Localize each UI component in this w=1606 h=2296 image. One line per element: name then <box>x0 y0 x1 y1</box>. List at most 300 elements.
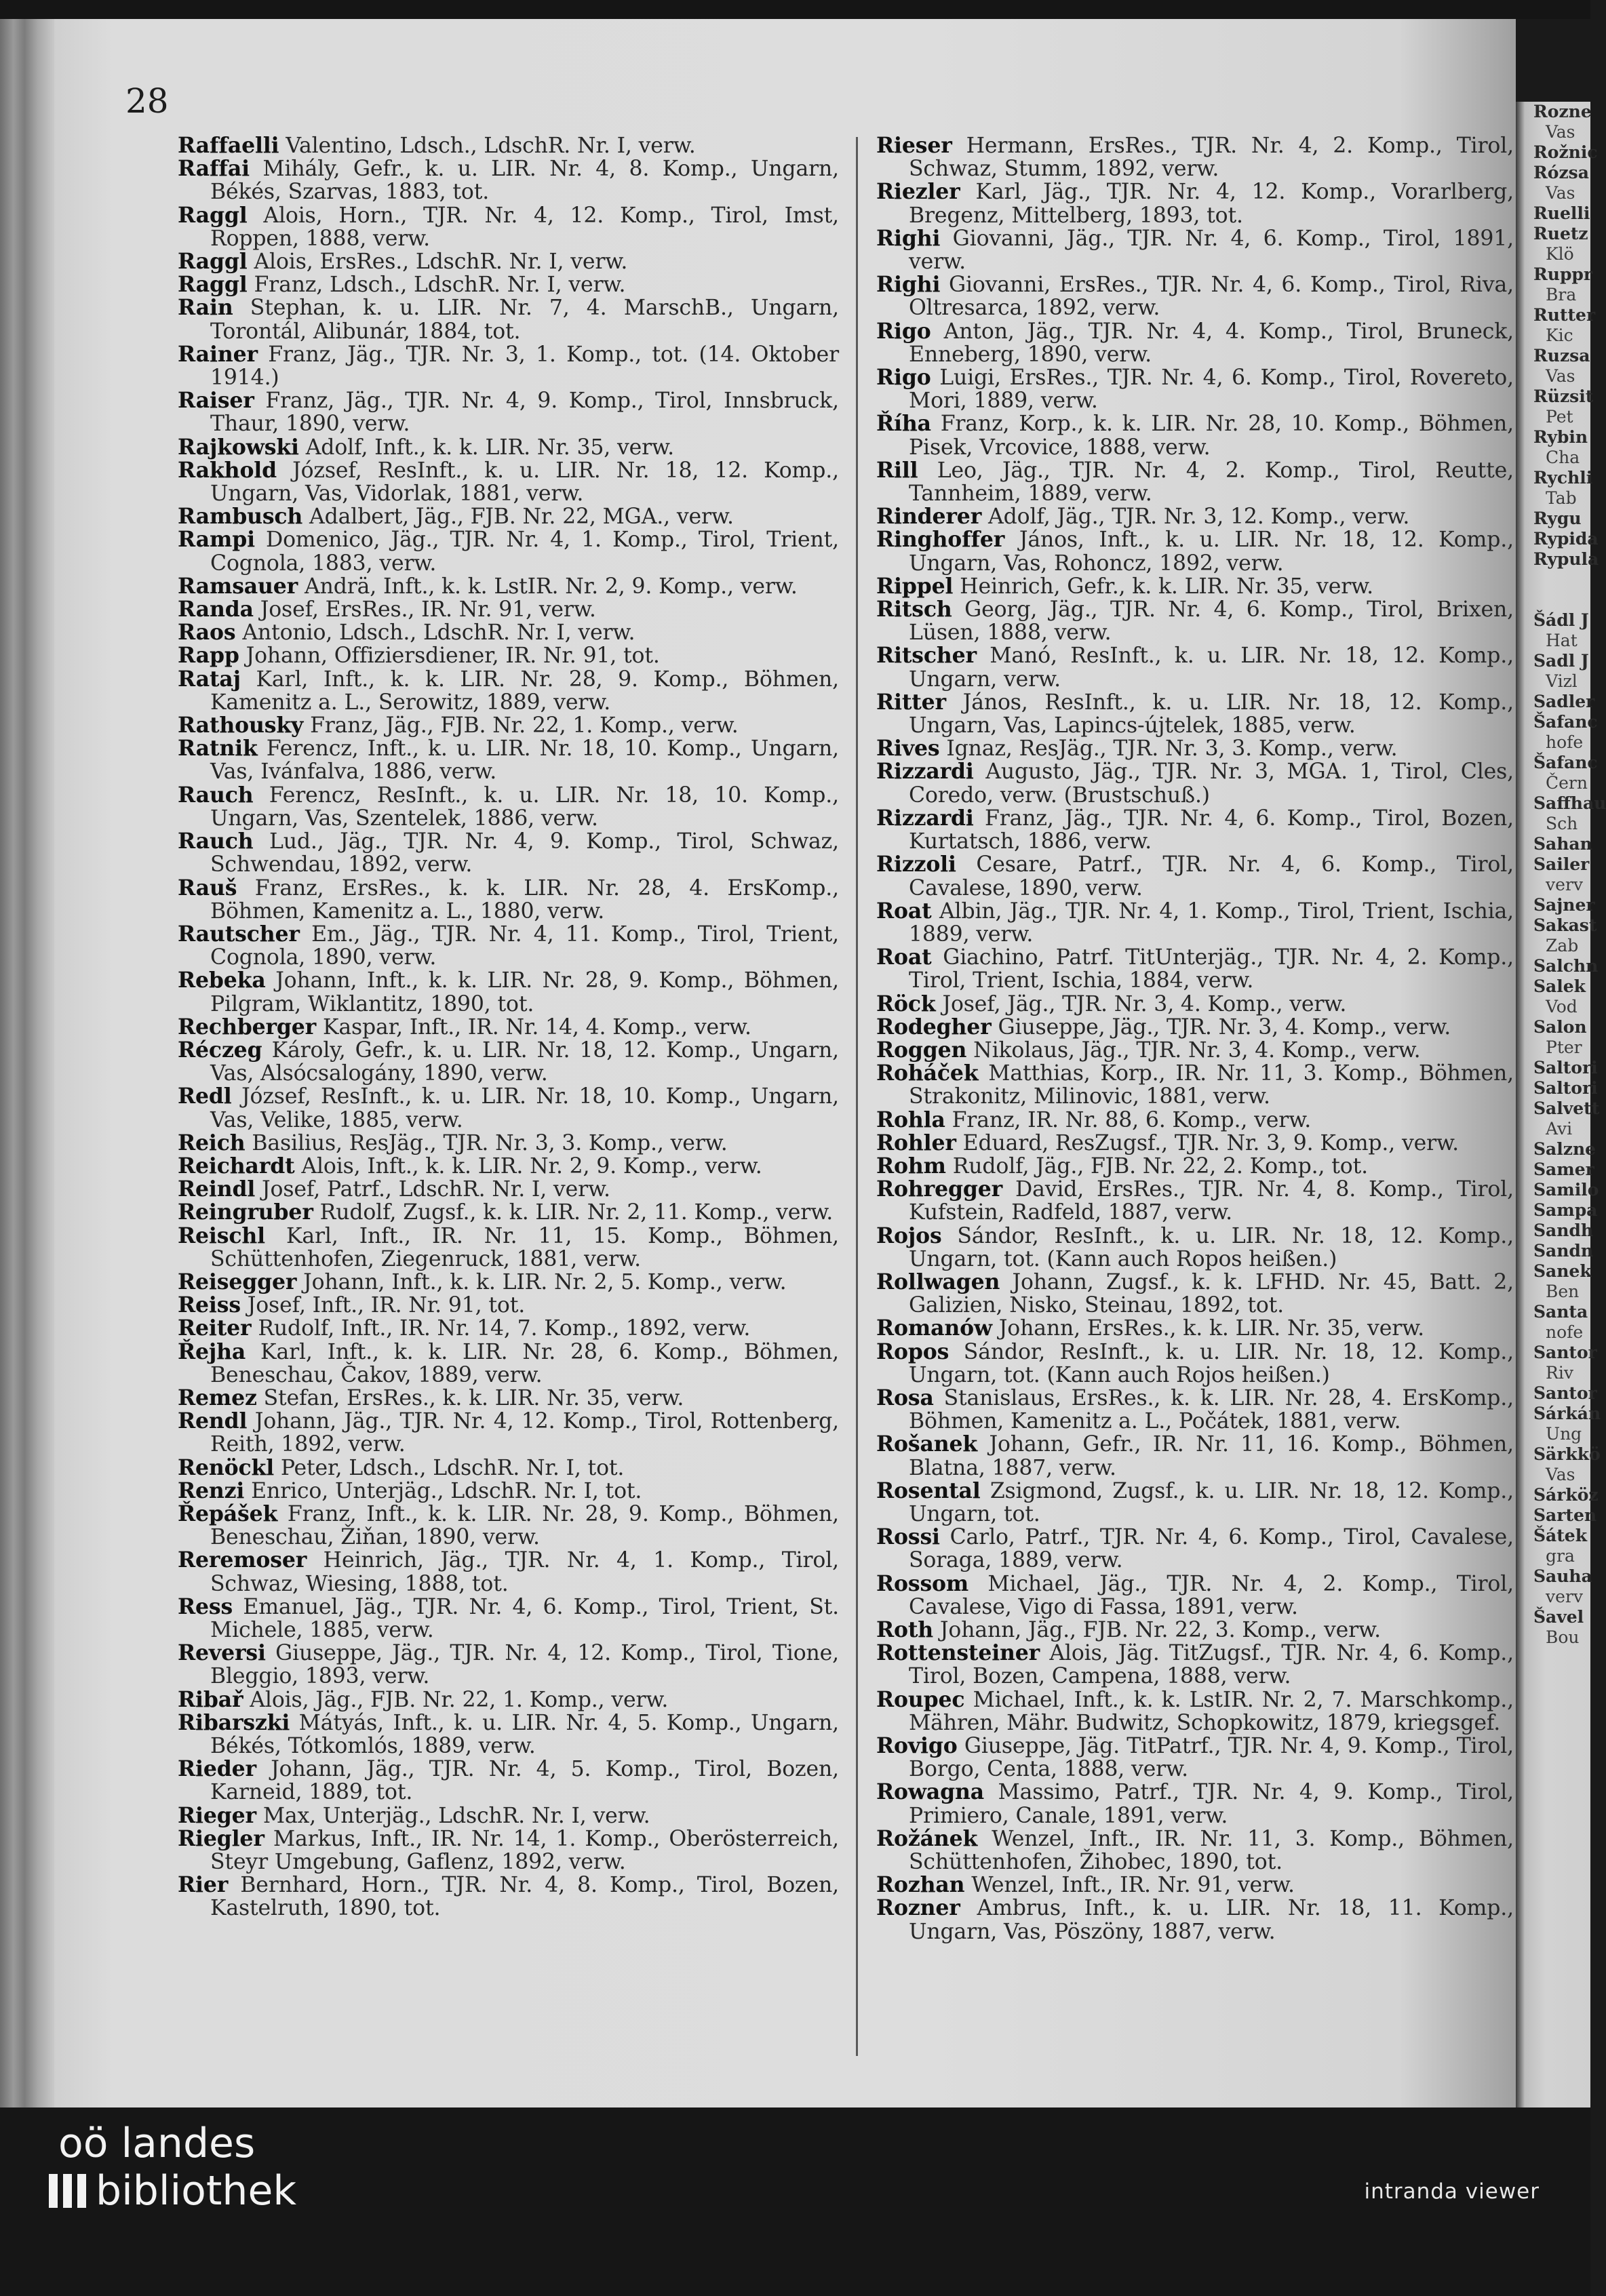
entry-details: Johann, Inft., k. k. LIR. Nr. 2, 5. Komp., verw. <box>296 1269 787 1294</box>
entry-details: Georg, Jäg., TJR. Nr. 4, 6. Komp., Tirol, Brixen, Lüsen, 1888, verw. <box>909 597 1514 646</box>
entry-surname: Rippel <box>876 573 954 599</box>
entry-details: Franz, IR. Nr. 88, 6. Komp., verw. <box>945 1107 1312 1132</box>
entry-surname: Raffai <box>178 156 250 182</box>
register-entry <box>178 1178 839 1201</box>
entry-details: Rudolf, Inft., IR. Nr. 14, 7. Komp., 1892, verw. <box>251 1316 751 1341</box>
next-page-line: Ruelli <box>1533 203 1590 223</box>
next-page-line: Ruetz <box>1533 224 1588 243</box>
entry-details: Alois, ErsRes., LdschR. Nr. I, verw. <box>247 250 628 275</box>
register-entry <box>876 807 1514 853</box>
entry-details: Sándor, ResInft., k. u. LIR. Nr. 18, 12. Komp., Ungarn, tot. (Kann auch Rojos heißen.) <box>909 1339 1514 1387</box>
entry-details: Franz, Jäg., TJR. Nr. 4, 9. Komp., Tirol, Innsbruck, Thaur, 1890, verw. <box>210 389 839 437</box>
next-page-line: Salchn <box>1533 956 1599 976</box>
next-page-line: Sailer <box>1533 854 1590 874</box>
entry-surname: Raiser <box>178 388 254 414</box>
entry-details: Cesare, Patrf., TJR. Nr. 4, 6. Komp., Tirol, Cavalese, 1890, verw. <box>909 852 1514 900</box>
register-entry <box>178 1454 839 1480</box>
entry-surname: Reisegger <box>178 1269 297 1294</box>
left-column <box>178 134 839 1920</box>
next-page-line: Santor <box>1533 1343 1597 1362</box>
entry-surname: Rier <box>178 1872 229 1898</box>
next-page-line: Sárköz <box>1533 1485 1599 1505</box>
entry-surname: Rigo <box>876 318 931 344</box>
entry-surname: Ribarszki <box>178 1709 290 1735</box>
entry-surname: Redl <box>178 1084 232 1109</box>
entry-surname: Raggl <box>178 202 248 228</box>
register-entry <box>178 1317 839 1340</box>
entry-details: Ambrus, Inft., k. u. LIR. Nr. 18, 11. Komp., Ungarn, Vas, Pöszöny, 1887, verw. <box>909 1896 1514 1944</box>
register-entry <box>876 320 1514 366</box>
register-entry <box>876 946 1514 992</box>
entry-surname: Ress <box>178 1594 233 1619</box>
register-entry <box>876 993 1514 1016</box>
register-entry <box>876 1526 1514 1572</box>
register-entry <box>178 598 839 621</box>
entry-surname: Reremoser <box>178 1547 307 1573</box>
entry-surname: Rajkowski <box>178 434 299 460</box>
next-page-line: Rüzsit <box>1533 387 1594 406</box>
entry-surname: Remez <box>178 1385 257 1410</box>
register-entry <box>178 830 839 876</box>
register-entry <box>178 1085 839 1131</box>
entry-surname: Ritscher <box>876 643 977 669</box>
entry-surname: Ramsauer <box>178 573 298 599</box>
next-page-line: Klö <box>1546 244 1574 264</box>
logo-text-landes: oö landes <box>58 2120 256 2167</box>
next-page-line: Salek <box>1533 976 1586 996</box>
entry-surname: Rohla <box>876 1107 945 1132</box>
register-entry <box>178 343 839 389</box>
register-entry <box>876 1642 1514 1688</box>
entry-details: Heinrich, Jäg., TJR. Nr. 4, 1. Komp., Tirol, Schwaz, Wiesing, 1888, tot. <box>210 1548 839 1596</box>
page-number: 28 <box>125 81 169 121</box>
next-page-line: Šafanc <box>1533 753 1598 772</box>
entry-details: Wenzel, Inft., IR. Nr. 11, 3. Komp., Böhmen, Schüttenhofen, Žihobec, 1890, tot. <box>909 1826 1514 1875</box>
next-page-line: Pet <box>1546 407 1573 427</box>
register-entry <box>178 969 839 1015</box>
entry-details: Enrico, Unterjäg., LdschR. Nr. I, tot. <box>244 1478 642 1503</box>
register-entry <box>178 575 839 598</box>
entry-surname: Ritter <box>876 689 946 715</box>
register-entry <box>876 575 1514 598</box>
next-page-line: Rygu <box>1533 509 1582 528</box>
register-entry <box>178 528 839 574</box>
register-entry <box>178 923 839 969</box>
register-entry <box>876 1781 1514 1827</box>
entry-details: Alois, Jäg., FJB. Nr. 22, 1. Komp., verw. <box>243 1687 669 1712</box>
next-page-line: Vas <box>1546 366 1575 386</box>
library-logo[interactable] <box>49 2120 296 2215</box>
entry-details: Franz, ErsRes., k. k. LIR. Nr. 28, 4. ErsKomp., Böhmen, Kamenitz a. L., 1880, verw. <box>210 875 839 924</box>
register-entry <box>876 1317 1514 1340</box>
next-page-line: Saffhau <box>1533 793 1606 813</box>
book-edge <box>0 19 54 2107</box>
right-column <box>876 134 1514 1943</box>
entry-surname: Röck <box>876 991 936 1016</box>
entry-surname: Raos <box>178 620 236 646</box>
entry-surname: Riegler <box>178 1825 265 1851</box>
register-entry <box>876 1387 1514 1433</box>
entry-surname: Rošanek <box>876 1431 978 1457</box>
next-page-line: Vas <box>1546 1465 1575 1484</box>
register-entry <box>178 1642 839 1688</box>
entry-surname: Rill <box>876 457 918 483</box>
entry-details: Franz, Jäg., FJB. Nr. 22, 1. Komp., verw. <box>303 713 739 738</box>
entry-details: Rudolf, Jäg., FJB. Nr. 22, 2. Komp., tot. <box>945 1153 1368 1179</box>
register-entry <box>178 1711 839 1758</box>
entry-surname: Rosa <box>876 1385 934 1410</box>
entry-details: Károly, Gefr., k. u. LIR. Nr. 18, 12. Komp., Ungarn, Vas, Alsócsalogány, 1890, verw. <box>210 1037 839 1086</box>
register-entry <box>876 1735 1514 1781</box>
entry-details: Johann, Jäg., TJR. Nr. 4, 12. Komp., Tirol, Rottenberg, Reith, 1892, verw. <box>210 1409 839 1457</box>
register-entry <box>178 1549 839 1595</box>
logo-row-bibliothek <box>49 2167 296 2215</box>
register-entry <box>178 1827 839 1874</box>
register-entry <box>876 273 1514 319</box>
entry-details: Kaspar, Inft., IR. Nr. 14, 4. Komp., verw. <box>316 1014 751 1040</box>
entry-surname: Reversi <box>178 1640 266 1666</box>
entry-surname: Řejha <box>178 1339 246 1364</box>
entry-surname: Ribař <box>178 1686 243 1712</box>
entry-surname: Romanów <box>876 1315 992 1341</box>
entry-details: Antonio, Ldsch., LdschR. Nr. I, verw. <box>235 620 635 646</box>
register-entry <box>178 714 839 737</box>
register-entry <box>876 1688 1514 1735</box>
entry-surname: Reichardt <box>178 1153 295 1179</box>
entry-details: Franz, Korp., k. k. LIR. Nr. 28, 10. Komp., Böhmen, Pisek, Vrcovice, 1888, verw. <box>909 412 1514 460</box>
register-entry <box>876 1897 1514 1943</box>
entry-details: Josef, Patrf., LdschR. Nr. I, verw. <box>255 1177 610 1202</box>
register-entry <box>178 621 839 644</box>
entry-surname: Reischl <box>178 1223 265 1248</box>
next-page-line: Rybin <box>1533 427 1588 447</box>
register-entry <box>178 296 839 342</box>
entry-details: Ferencz, ResInft., k. u. LIR. Nr. 18, 10. Komp., Ungarn, Vas, Szentelek, 1886, verw. <box>210 783 839 831</box>
register-entry <box>876 1109 1514 1132</box>
next-page-line: Šátek <box>1533 1526 1588 1545</box>
register-entry <box>876 459 1514 505</box>
entry-details: Matthias, Korp., IR. Nr. 11, 3. Komp., Böhmen, Strakonitz, Milinovic, 1881, verw. <box>909 1061 1514 1109</box>
entry-surname: Rossom <box>876 1570 969 1596</box>
register-entry <box>178 1596 839 1642</box>
next-page-line: Ruppr <box>1533 264 1593 284</box>
register-entry <box>178 1503 839 1549</box>
entry-surname: Rosental <box>876 1478 981 1503</box>
entry-surname: Raggl <box>178 272 248 298</box>
register-entry <box>876 1016 1514 1039</box>
entry-surname: Roth <box>876 1617 934 1642</box>
entry-surname: Rizzardi <box>876 759 974 785</box>
register-entry <box>876 366 1514 412</box>
entry-surname: Rohregger <box>876 1176 1003 1202</box>
entry-surname: Ratnik <box>178 736 258 761</box>
entry-surname: Říha <box>876 411 931 437</box>
register-entry <box>876 644 1514 690</box>
register-entry <box>178 1387 839 1410</box>
next-page-fragment <box>1516 102 1606 2107</box>
entry-surname: Righi <box>876 225 941 251</box>
entry-details: Giachino, Patrf. TitUnterjäg., TJR. Nr. 4, 2. Komp., Tirol, Trient, Ischia, 1884, verw. <box>909 945 1514 993</box>
entry-surname: Rollwagen <box>876 1269 1000 1294</box>
entry-surname: Roat <box>876 898 932 924</box>
next-page-line: verv <box>1546 1587 1583 1606</box>
entry-details: Mátyás, Inft., k. u. LIR. Nr. 4, 5. Komp., Ungarn, Békés, Tótkomlós, 1889, verw. <box>210 1710 839 1759</box>
entry-surname: Rauch <box>178 782 254 808</box>
register-entry <box>178 1016 839 1039</box>
entry-details: Eduard, ResZugsf., TJR. Nr. 3, 9. Komp., verw. <box>956 1130 1459 1155</box>
register-entry <box>876 412 1514 458</box>
next-page-line: Pter <box>1546 1037 1582 1057</box>
entry-details: Zsigmond, Zugsf., k. u. LIR. Nr. 18, 12. Komp., Ungarn, tot. <box>909 1478 1514 1526</box>
entry-details: Giuseppe, Jäg., TJR. Nr. 4, 12. Komp., Tirol, Tione, Bleggio, 1893, verw. <box>210 1641 839 1689</box>
next-page-line: Salon <box>1533 1017 1587 1037</box>
register-entry <box>178 389 839 435</box>
register-entry <box>178 250 839 273</box>
entry-surname: Rizzardi <box>876 805 974 831</box>
register-entry <box>178 1271 839 1294</box>
entry-details: Leo, Jäg., TJR. Nr. 4, 2. Komp., Tirol, Reutte, Tannheim, 1889, verw. <box>909 458 1514 507</box>
register-entry <box>178 1480 839 1503</box>
register-entry <box>178 134 839 157</box>
entry-details: Augusto, Jäg., TJR. Nr. 3, MGA. 1, Tirol, Cles, Coredo, verw. (Brustschuß.) <box>909 759 1514 808</box>
entry-surname: Rain <box>178 295 233 321</box>
entry-surname: Roat <box>876 945 932 970</box>
entry-surname: Rakhold <box>178 457 277 483</box>
entry-surname: Rowagna <box>876 1779 985 1805</box>
entry-details: Carlo, Patrf., TJR. Nr. 4, 6. Komp., Tirol, Cavalese, Soraga, 1889, verw. <box>909 1525 1514 1573</box>
entry-details: József, ResInft., k. u. LIR. Nr. 18, 12. Komp., Ungarn, Vas, Vidorlak, 1881, verw. <box>210 458 839 507</box>
entry-details: Domenico, Jäg., TJR. Nr. 4, 1. Komp., Tirol, Trient, Cognola, 1883, verw. <box>210 528 839 576</box>
entry-surname: Roháček <box>876 1061 979 1086</box>
entry-details: Johann, ErsRes., k. k. LIR. Nr. 35, verw. <box>992 1316 1425 1341</box>
next-page-line: Samilo <box>1533 1180 1599 1200</box>
register-entry <box>178 1294 839 1317</box>
entry-details: Em., Jäg., TJR. Nr. 4, 11. Komp., Tirol, Trient, Cognola, 1890, verw. <box>210 922 839 970</box>
register-entry <box>876 505 1514 528</box>
next-page-line: gra <box>1546 1546 1575 1566</box>
next-page-line <box>1516 590 1590 610</box>
entry-details: Franz, Ldsch., LdschR. Nr. I, verw. <box>247 273 626 298</box>
entry-surname: Rozhan <box>876 1872 965 1898</box>
next-page-line: Sanek <box>1533 1261 1592 1281</box>
register-entry <box>178 1874 839 1920</box>
register-entry <box>876 737 1514 760</box>
register-entry <box>178 1155 839 1178</box>
next-page-line: Vod <box>1546 997 1578 1016</box>
entry-details: Valentino, Ldsch., LdschR. Nr. I, verw. <box>279 134 696 158</box>
entry-details: Adolf, Inft., k. k. LIR. Nr. 35, verw. <box>298 435 674 460</box>
next-page-line: Hat <box>1546 631 1578 650</box>
entry-surname: Rossi <box>876 1524 940 1550</box>
register-entry <box>876 1039 1514 1062</box>
entry-details: Karl, Jäg., TJR. Nr. 4, 12. Komp., Vorarlberg, Bregenz, Mittelberg, 1893, tot. <box>909 180 1514 228</box>
register-entry <box>876 227 1514 273</box>
entry-surname: Rieger <box>178 1802 256 1828</box>
register-entry <box>178 157 839 203</box>
entry-details: Johann, Zugsf., k. k. LFHD. Nr. 45, Batt. 2, Galizien, Nisko, Steinau, 1892, tot. <box>909 1269 1514 1318</box>
logo-text-bibliothek: bibliothek <box>96 2167 297 2215</box>
register-entry <box>178 668 839 714</box>
entry-details: Josef, ErsRes., IR. Nr. 91, verw. <box>253 597 596 622</box>
entry-surname: Rieder <box>178 1756 256 1782</box>
entry-details: József, ResInft., k. u. LIR. Nr. 18, 10. Komp., Ungarn, Vas, Velike, 1885, verw. <box>210 1084 839 1132</box>
entry-surname: Reiter <box>178 1315 252 1341</box>
entry-details: Stefan, ErsRes., k. k. LIR. Nr. 35, verw. <box>256 1385 684 1410</box>
entry-details: Emanuel, Jäg., TJR. Nr. 4, 6. Komp., Tirol, Trient, St. Michele, 1885, verw. <box>210 1594 839 1642</box>
entry-surname: Rinderer <box>876 504 982 530</box>
entry-details: Peter, Ldsch., LdschR. Nr. I, tot. <box>274 1455 625 1480</box>
entry-details: Josef, Inft., IR. Nr. 91, tot. <box>240 1293 526 1318</box>
entry-surname: Reingruber <box>178 1200 313 1225</box>
register-entry <box>876 1155 1514 1178</box>
next-page-line: Santor <box>1533 1383 1597 1403</box>
register-entry <box>876 900 1514 946</box>
register-entry <box>876 1827 1514 1874</box>
next-page-line: Čern <box>1546 773 1588 793</box>
entry-surname: Randa <box>178 597 254 622</box>
register-entry <box>178 1341 839 1387</box>
next-page-line: Saltori <box>1533 1058 1598 1077</box>
next-page-line: Ruzsa <box>1533 346 1590 365</box>
next-page-line: Bou <box>1546 1627 1580 1647</box>
next-page-line: Rutter <box>1533 305 1596 325</box>
entry-surname: Rataj <box>178 666 241 692</box>
next-page-line: Cha <box>1546 448 1580 467</box>
entry-details: Johann, Gefr., IR. Nr. 11, 16. Komp., Böhmen, Blatna, 1887, verw. <box>909 1432 1514 1480</box>
next-page-line: Riv <box>1546 1363 1573 1383</box>
entry-details: Adolf, Jäg., TJR. Nr. 3, 12. Komp., verw. <box>981 504 1410 530</box>
register-entry <box>876 1341 1514 1387</box>
entry-details: Karl, Inft., k. k. LIR. Nr. 28, 6. Komp., Böhmen, Beneschau, Čakov, 1889, verw. <box>210 1339 839 1387</box>
entry-surname: Raggl <box>178 249 248 275</box>
next-page-line: Särkkö <box>1533 1444 1601 1464</box>
next-page-line <box>1516 570 1590 590</box>
next-page-line: verv <box>1546 875 1583 894</box>
entry-details: Karl, Inft., IR. Nr. 11, 15. Komp., Böhmen, Schüttenhofen, Ziegenruck, 1881, verw. <box>210 1223 839 1271</box>
next-page-line: Ben <box>1546 1282 1580 1301</box>
register-entry <box>178 1201 839 1224</box>
register-entry <box>876 853 1514 899</box>
next-page-line: Sajner <box>1533 895 1595 915</box>
entry-details: Mihály, Gefr., k. u. LIR. Nr. 4, 8. Komp., Ungarn, Békés, Szarvas, 1883, tot. <box>210 157 839 205</box>
entry-surname: Rapp <box>178 643 239 669</box>
next-page-line: Salvett <box>1533 1098 1600 1118</box>
next-page-line: Šavel <box>1533 1607 1584 1627</box>
next-page-line: Samer <box>1533 1160 1594 1179</box>
register-entry <box>876 1433 1514 1479</box>
entry-surname: Rohler <box>876 1130 956 1155</box>
entry-details: Stephan, k. u. LIR. Nr. 7, 4. MarschB., Ungarn, Torontál, Alibunár, 1884, tot. <box>210 296 839 344</box>
next-page-line: Tab <box>1546 488 1577 508</box>
register-entry <box>178 877 839 923</box>
register-entry <box>876 691 1514 737</box>
entry-surname: Réczeg <box>178 1037 262 1063</box>
register-entry <box>178 737 839 783</box>
entry-details: Albin, Jäg., TJR. Nr. 4, 1. Komp., Tirol, Trient, Ischia, 1889, verw. <box>909 898 1514 947</box>
entry-surname: Rodegher <box>876 1014 992 1040</box>
register-entry <box>178 1039 839 1085</box>
entry-details: Johann, Jäg., TJR. Nr. 4, 5. Komp., Tirol, Bozen, Karneid, 1889, tot. <box>210 1757 839 1805</box>
next-page-line: Sarten <box>1533 1505 1597 1525</box>
entry-details: Alois, Inft., k. k. LIR. Nr. 2, 9. Komp., verw. <box>294 1153 762 1179</box>
entry-surname: Renöckl <box>178 1454 275 1480</box>
viewer-label[interactable]: intranda viewer <box>1364 2179 1540 2204</box>
next-page-line: Sahan <box>1533 834 1592 854</box>
entry-details: Bernhard, Horn., TJR. Nr. 4, 8. Komp., Tirol, Bozen, Kastelruth, 1890, tot. <box>210 1873 839 1921</box>
entry-surname: Rottensteiner <box>876 1640 1040 1666</box>
entry-details: Franz, Jäg., TJR. Nr. 4, 6. Komp., Tirol, Bozen, Kurtatsch, 1886, verw. <box>909 806 1514 854</box>
entry-details: Giovanni, ErsRes., TJR. Nr. 4, 6. Komp., Tirol, Riva, Oltresarca, 1892, verw. <box>909 273 1514 321</box>
entry-surname: Řepášek <box>178 1501 278 1526</box>
entry-details: Karl, Inft., k. k. LIR. Nr. 28, 9. Komp., Böhmen, Kamenitz a. L., Serowitz, 1889, verw. <box>210 667 839 715</box>
register-entry <box>876 1874 1514 1897</box>
register-entry <box>876 134 1514 180</box>
entry-details: Giuseppe, Jäg., TJR. Nr. 3, 4. Komp., verw. <box>991 1014 1451 1040</box>
entry-surname: Ropos <box>876 1339 949 1364</box>
entry-surname: Roggen <box>876 1037 967 1063</box>
next-page-line: Rozne <box>1533 102 1592 121</box>
entry-details: Stanislaus, ErsRes., k. k. LIR. Nr. 28, 4. ErsKomp., Böhmen, Kamenitz a. L., Počátek, 1881, verw. <box>909 1385 1514 1434</box>
next-page-line: Avi <box>1546 1119 1573 1139</box>
register-entry <box>178 784 839 830</box>
entry-details: Giovanni, Jäg., TJR. Nr. 4, 6. Komp., Tirol, 1891, verw. <box>909 226 1514 275</box>
register-entry <box>876 1062 1514 1108</box>
entry-details: Nikolaus, Jäg., TJR. Nr. 3, 4. Komp., verw. <box>966 1037 1421 1063</box>
entry-details: János, Inft., k. u. LIR. Nr. 18, 12. Komp., Ungarn, Vas, Rohoncz, 1892, verw. <box>909 528 1514 576</box>
next-page-line: Vizl <box>1546 671 1578 691</box>
entry-surname: Rizzoli <box>876 852 956 877</box>
register-entry <box>178 1132 839 1155</box>
entry-surname: Rendl <box>178 1408 248 1434</box>
entry-details: Hermann, ErsRes., TJR. Nr. 4, 2. Komp., Tirol, Schwaz, Stumm, 1892, verw. <box>909 134 1514 182</box>
entry-surname: Rives <box>876 736 940 761</box>
entry-surname: Rigo <box>876 365 931 391</box>
entry-details: Anton, Jäg., TJR. Nr. 4, 4. Komp., Tirol, Bruneck, Enneberg, 1890, verw. <box>909 319 1514 367</box>
next-page-line: Rychli <box>1533 468 1593 488</box>
entry-surname: Rainer <box>178 341 258 367</box>
entry-surname: Rathousky <box>178 713 304 738</box>
register-entry <box>876 760 1514 806</box>
register-entry <box>178 1225 839 1271</box>
next-page-line: Vas <box>1546 122 1575 142</box>
entry-details: David, ErsRes., TJR. Nr. 4, 8. Komp., Tirol, Kufstein, Radfeld, 1887, verw. <box>909 1177 1514 1225</box>
entry-surname: Ringhoffer <box>876 527 1005 553</box>
entry-details: Franz, Jäg., TJR. Nr. 3, 1. Komp., tot. (14. Oktober 1914.) <box>210 342 839 391</box>
next-page-line: hofe <box>1546 732 1584 752</box>
next-page-line: Sakast <box>1533 915 1597 935</box>
entry-surname: Roupec <box>876 1686 965 1712</box>
entry-details: Ferencz, Inft., k. u. LIR. Nr. 18, 10. Komp., Ungarn, Vas, Ivánfalva, 1886, verw. <box>210 736 839 785</box>
entry-details: Luigi, ErsRes., TJR. Nr. 4, 6. Komp., Tirol, Rovereto, Mori, 1889, verw. <box>909 365 1514 414</box>
entry-surname: Rebeka <box>178 968 266 993</box>
entry-surname: Reiss <box>178 1292 241 1318</box>
next-page-line: Kic <box>1546 325 1573 345</box>
next-page-line: nofe <box>1546 1322 1584 1342</box>
next-page-line: Rypida <box>1533 529 1599 549</box>
entry-surname: Rohm <box>876 1153 946 1179</box>
entry-surname: Riezler <box>876 179 960 205</box>
entry-details: Andrä, Inft., k. k. LstIR. Nr. 2, 9. Komp., verw. <box>298 574 798 599</box>
entry-details: János, ResInft., k. u. LIR. Nr. 18, 12. Komp., Ungarn, Vas, Lapincs-újtelek, 1885, verw. <box>909 690 1514 738</box>
next-page-line: Sampa <box>1533 1200 1598 1220</box>
next-page-line: Santa <box>1533 1302 1588 1322</box>
next-page-line: Rypula <box>1533 549 1599 569</box>
next-page-line: Sárkán <box>1533 1404 1601 1423</box>
next-page-line: Ung <box>1546 1424 1582 1444</box>
register-entry <box>178 1758 839 1804</box>
entry-details: Max, Unterjäg., LdschR. Nr. I, verw. <box>256 1803 650 1828</box>
entry-details: Johann, Jäg., FJB. Nr. 22, 3. Komp., verw. <box>933 1618 1381 1642</box>
